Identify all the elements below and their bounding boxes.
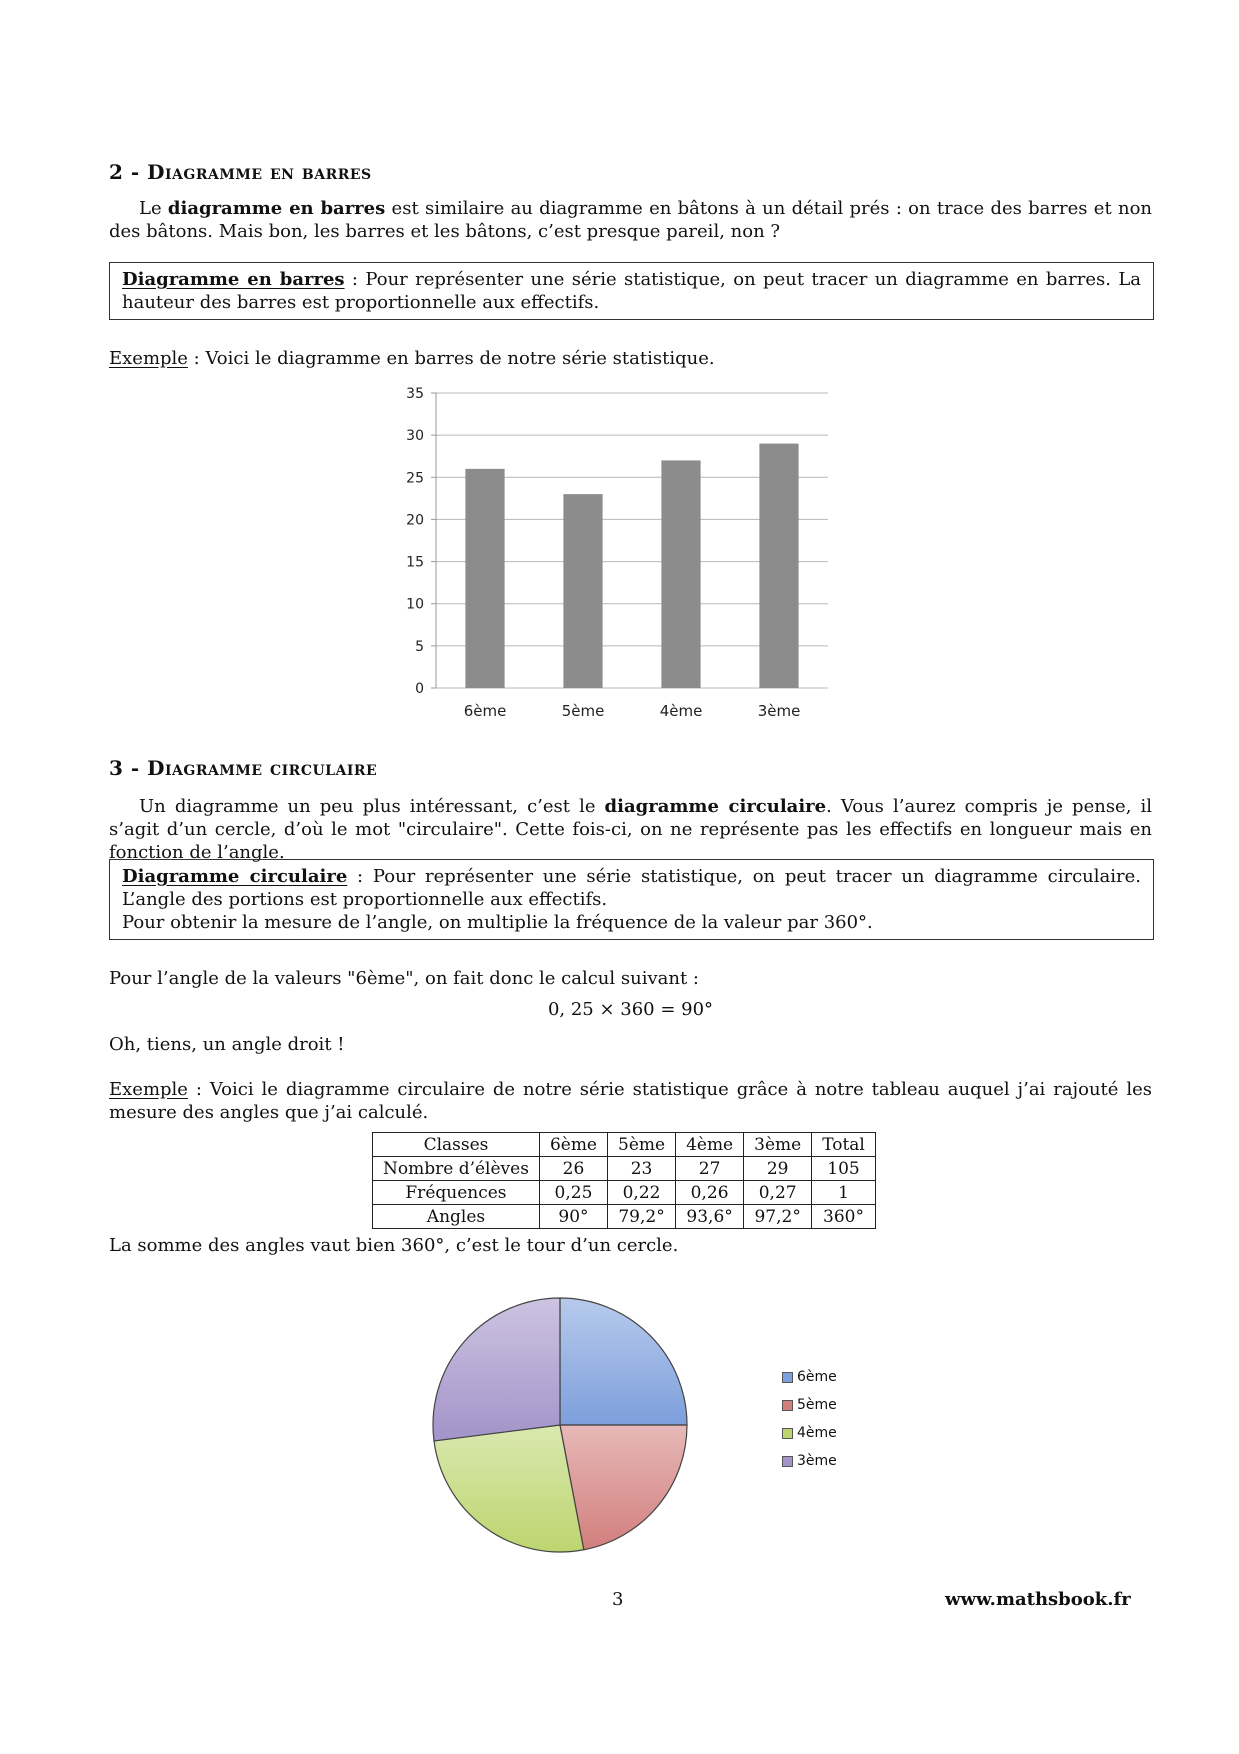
table-cell: 93,6° — [676, 1205, 744, 1229]
pie-chart — [420, 1285, 700, 1565]
y-tick-label: 25 — [406, 470, 424, 487]
table-cell: 360° — [812, 1205, 876, 1229]
bar-1 — [465, 469, 504, 688]
legend-item — [782, 1419, 837, 1447]
table-cell: 3ème — [744, 1133, 812, 1157]
legend-label: 4ème — [797, 1425, 837, 1441]
row-header-cell: Fréquences — [373, 1181, 540, 1205]
table-cell: 90° — [539, 1205, 607, 1229]
calc-intro: Pour l’angle de la valeurs "6ème", on fait donc le calcul suivant : — [109, 968, 699, 989]
page-number: 3 — [612, 1589, 624, 1610]
section2-definition-box: Diagramme en barres : Pour représenter une série statistique, on peut tracer un diagramme en barres. La hauteur des barres est proportionnelle aux effectifs. — [109, 262, 1154, 320]
x-tick-label: 3ème — [757, 702, 801, 720]
bar-3 — [661, 460, 700, 688]
table-cell: 0,25 — [539, 1181, 607, 1205]
table-row — [373, 1157, 876, 1181]
table-cell: 26 — [539, 1157, 607, 1181]
legend-label: 6ème — [797, 1369, 837, 1385]
row-header-cell: Nombre d’élèves — [373, 1157, 540, 1181]
y-tick-label: 30 — [406, 428, 424, 445]
legend-label: 5ème — [797, 1397, 837, 1413]
legend-swatch — [782, 1372, 793, 1383]
row-header-cell: Classes — [373, 1133, 540, 1157]
legend-label: 3ème — [797, 1453, 837, 1469]
section3-definition-box: Diagramme circulaire : Pour représenter une série statistique, on peut tracer un diagramme circulaire. L’angle des portions est proportionnelle aux effectifs. Pour obtenir la mesure de l’angle, on multiplie la fréquence de la valeur par 360°. — [109, 859, 1154, 940]
table-cell: 27 — [676, 1157, 744, 1181]
legend-item — [782, 1391, 837, 1419]
y-tick-label: 20 — [406, 512, 424, 529]
legend-swatch — [782, 1400, 793, 1411]
table-cell: 6ème — [539, 1133, 607, 1157]
angle-sum-text: La somme des angles vaut bien 360°, c’est le tour d’un cercle. — [109, 1235, 679, 1256]
legend-swatch — [782, 1456, 793, 1467]
remark: Oh, tiens, un angle droit ! — [109, 1034, 345, 1055]
table-cell: 1 — [812, 1181, 876, 1205]
table-cell: 0,27 — [744, 1181, 812, 1205]
definition-term: Diagramme circulaire — [122, 866, 348, 887]
bar-chart — [390, 378, 840, 728]
table-cell: 5ème — [608, 1133, 676, 1157]
x-tick-label: 6ème — [463, 702, 507, 720]
legend-item — [782, 1447, 837, 1475]
legend-item — [782, 1363, 837, 1391]
y-tick-label: 10 — [406, 596, 424, 613]
section2-intro: Le diagramme en barres est similaire au diagramme en bâtons à un détail prés : on trace des barres et non des bâtons. Mais bon, les barres et les bâtons, c’est presque pareil, non ? — [109, 198, 1152, 242]
table-cell: 105 — [812, 1157, 876, 1181]
legend-swatch — [782, 1428, 793, 1439]
table-row — [373, 1181, 876, 1205]
section3-intro: Un diagramme un peu plus intéressant, c’est le diagramme circulaire. Vous l’aurez compris je pense, il s’agit d’un cercle, d’où le mot "circulaire". Cette fois-ci, on ne représente pas les effectifs en longueur mais en fonction de l’angle. — [109, 796, 1152, 863]
table-row — [373, 1133, 876, 1157]
table-row — [373, 1205, 876, 1229]
table-cell: 29 — [744, 1157, 812, 1181]
section3-example: Exemple : Voici le diagramme circulaire de notre série statistique grâce à notre tableau auquel j’ai rajouté les mesure des angles que j’ai calculé. — [109, 1079, 1152, 1123]
bar-4 — [759, 444, 798, 688]
section3-title: 3 - Diagramme circulaire — [109, 756, 378, 780]
x-tick-label: 5ème — [561, 702, 605, 720]
y-tick-label: 5 — [415, 638, 424, 655]
definition-term: Diagramme en barres — [122, 269, 345, 290]
table-cell: 79,2° — [608, 1205, 676, 1229]
y-tick-label: 0 — [415, 681, 424, 697]
y-tick-label: 15 — [406, 554, 424, 571]
pie-slice-4 — [433, 1298, 560, 1441]
bar-2 — [563, 494, 602, 688]
table-cell: 0,22 — [608, 1181, 676, 1205]
pie-slice-3 — [434, 1425, 584, 1552]
stats-table — [372, 1132, 876, 1229]
table-cell: Total — [812, 1133, 876, 1157]
site-url: www.mathsbook.fr — [945, 1589, 1131, 1610]
y-tick-label: 35 — [406, 386, 424, 402]
table-cell: 0,26 — [676, 1181, 744, 1205]
table-cell: 23 — [608, 1157, 676, 1181]
table-cell: 97,2° — [744, 1205, 812, 1229]
pie-legend — [782, 1363, 837, 1475]
formula: 0, 25 × 360 = 90° — [547, 999, 714, 1020]
section2-example: Exemple : Voici le diagramme en barres de notre série statistique. — [109, 348, 715, 369]
x-tick-label: 4ème — [659, 702, 703, 720]
table-cell: 4ème — [676, 1133, 744, 1157]
section2-title: 2 - Diagramme en barres — [109, 160, 372, 184]
pie-slice-1 — [560, 1298, 687, 1425]
row-header-cell: Angles — [373, 1205, 540, 1229]
